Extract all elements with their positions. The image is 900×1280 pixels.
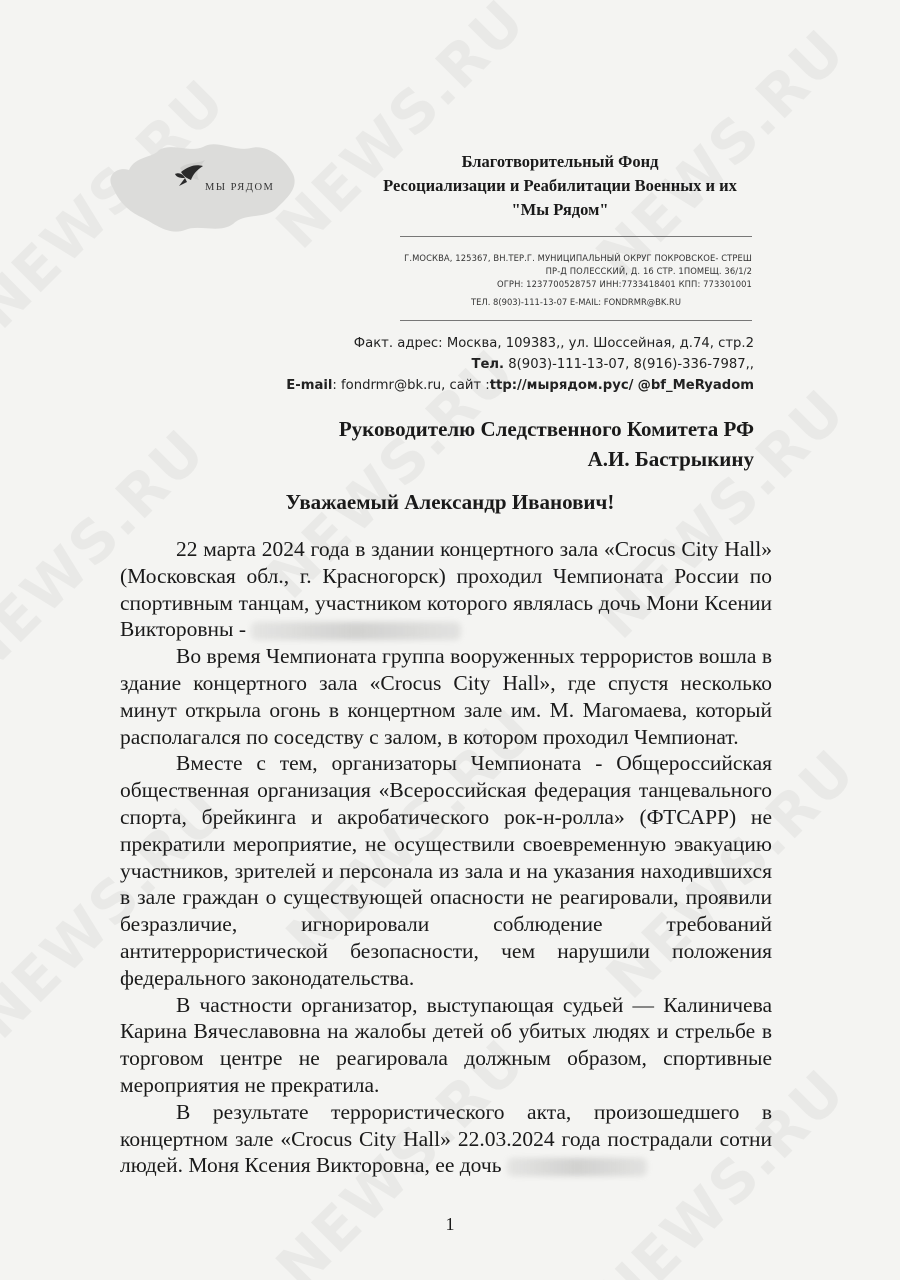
redacted-name: [507, 1158, 647, 1176]
fact-address-value: Москва, 109383,, ул. Шоссейная, д.74, стр.2: [446, 336, 754, 351]
fund-logo-map: [95, 128, 305, 243]
logo-text: МЫ РЯДОМ: [205, 182, 275, 193]
phone-value: 8(903)-111-13-07, 8(916)-336-7987,,: [508, 357, 754, 372]
paragraph: [120, 536, 772, 643]
paragraph: [120, 1099, 772, 1179]
paragraph: Вместе с тем, организаторы Чемпионата - Общероссийская общественная организация «Всероссийская федерация танцевального спорта, брейкинга и акробатического рок-н-ролла» (ФТСАРР) не прекратили мероприятие, не осуществили своевременную эвакуацию участников, зрителей и персонала из зала и на указания находившихся в зале граждан о существующей опасности не реагировали, проявили безразличие, игнорировали соблюдение требований антитеррористической безопасности, чем нарушили положения федерального законодательства.: [120, 751, 772, 990]
org-name-line: Благотворительный Фонд: [461, 152, 659, 171]
organization-name: [380, 150, 740, 222]
email-label: E-mail: [286, 378, 333, 393]
social-handle: @bf_MeRyadom: [637, 378, 754, 393]
addressee-line: Руководителю Следственного Комитета РФ: [338, 417, 754, 441]
actual-address-line: [286, 333, 754, 354]
page-number: 1: [445, 1214, 455, 1234]
org-name-line: Ресоциализации и Реабилитации Военных и их: [383, 176, 737, 195]
addressee: [339, 414, 754, 474]
site-link: ttp://мырядом.рус/: [489, 378, 634, 393]
paragraph: Во время Чемпионата группа вооруженных террористов вошла в здание концертного зала «Crocus City Hall», где спустя несколько минут открыла огонь в концертном зале им. М. Магомаева, который располагался по соседству с залом, в котором проходил Чемпионат.: [120, 644, 772, 749]
email-value: : fondrmr@bk.ru, сайт :: [332, 378, 490, 393]
fact-address-label: Факт. адрес:: [353, 336, 443, 351]
header-divider: [400, 320, 752, 321]
paragraph: В частности организатор, выступающая судьей — Калиничева Карина Вячеславовна на жалобы детей об убитых людях и стрельбе в торговом центре не реагировала должным образом, спортивные мероприятия не прекратила.: [120, 992, 772, 1097]
contact-line: ТЕЛ. 8(903)-111-13-07 E-MAIL: FONDRMR@BK.RU: [470, 297, 681, 307]
redacted-name: [251, 622, 461, 640]
email-line: [286, 375, 754, 396]
paragraph-text: 22 марта 2024 года в здании концертного зала «Crocus City Hall» (Московская обл., г. Красногорск) проходил Чемпионата России по спортивным танцам, участником которого являлась дочь Мони Ксении Викторовны -: [120, 537, 772, 642]
phone-label: Тел.: [471, 357, 505, 372]
greeting: Уважаемый Александр Иванович!: [285, 490, 615, 514]
header-divider: [400, 236, 752, 237]
legal-address: [400, 252, 752, 291]
legal-address-line: Г.МОСКВА, 125367, ВН.ТЕР.Г. МУНИЦИПАЛЬНЫЙ ОКРУГ ПОКРОВСКОЕ- СТРЕШ: [404, 253, 752, 263]
org-name-line: "Мы Рядом": [511, 200, 609, 219]
phone-line: [286, 354, 754, 375]
actual-address-block: [286, 333, 754, 396]
letter-body: [120, 536, 772, 1179]
paragraph-text: В результате террористического акта, произошедшего в концертном зале «Crocus City Hall» 22.03.2024 года пострадали сотни людей. Моня Ксения Викторовна, ее дочь: [120, 1099, 772, 1178]
legal-address-line: ОГРН: 1237700528757 ИНН:7733418401 КПП: 773301001: [497, 279, 752, 289]
addressee-name: А.И. Бастрыкину: [587, 447, 754, 471]
legal-address-line: ПР-Д ПОЛЕССКИЙ, Д. 16 СТР. 1ПОМЕЩ. 36/1/2: [545, 266, 752, 276]
